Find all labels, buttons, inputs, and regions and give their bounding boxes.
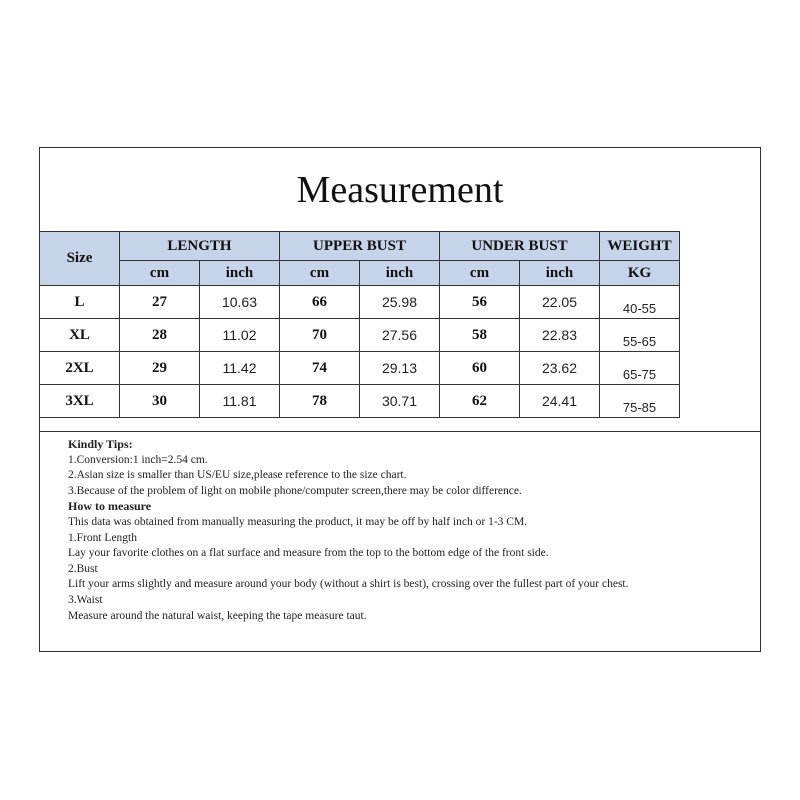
- tip-line: 2.Asian size is smaller than US/EU size,please reference to the size chart.: [68, 469, 407, 482]
- measure-line: Measure around the natural waist, keeping the tape measure taut.: [68, 609, 367, 622]
- measure-line: 3.Waist: [68, 593, 103, 606]
- under-bust-cm-cell: 62: [440, 385, 520, 418]
- page-title: Measurement: [296, 169, 504, 211]
- upper-bust-inch-cell: 27.56: [360, 319, 440, 352]
- length-cm-cell: 29: [120, 352, 200, 385]
- measure-heading: How to measure: [68, 499, 152, 514]
- length-cm-cell: 30: [120, 385, 200, 418]
- tip-line: 3.Because of the problem of light on mobile phone/computer screen,there may be color difference.: [68, 484, 522, 497]
- tips-heading: Kindly Tips:: [68, 437, 133, 451]
- under-bust-inch-cell: 24.41: [520, 385, 600, 418]
- size-cell: XL: [40, 319, 120, 352]
- upper-bust-cm-cell: 66: [280, 286, 360, 319]
- table-row: [40, 286, 800, 319]
- weight-cell: 40-55: [600, 286, 680, 319]
- length-cm-unit: cm: [120, 261, 200, 286]
- size-column-header: Size: [40, 232, 120, 286]
- upper-bust-inch-cell: 30.71: [360, 385, 440, 418]
- upper-bust-inch-unit: inch: [360, 261, 440, 286]
- length-inch-unit: inch: [200, 261, 280, 286]
- weight-cell: 65-75: [600, 352, 680, 385]
- under-bust-inch-cell: 22.83: [520, 319, 600, 352]
- measure-line: Lift your arms slightly and measure around your body (without a shirt is best), crossing over the fullest part of your chest.: [68, 578, 629, 591]
- length-cm-cell: 28: [120, 319, 200, 352]
- size-table: [39, 231, 800, 418]
- length-inch-cell: 10.63: [200, 286, 280, 319]
- upper-bust-cm-unit: cm: [280, 261, 360, 286]
- table-row: [40, 385, 800, 418]
- under-bust-inch-cell: 22.05: [520, 286, 600, 319]
- upper-bust-cm-cell: 74: [280, 352, 360, 385]
- under-bust-header: UNDER BUST: [440, 232, 600, 261]
- length-inch-cell: 11.81: [200, 385, 280, 418]
- under-bust-cm-cell: 56: [440, 286, 520, 319]
- length-header: LENGTH: [120, 232, 280, 261]
- measure-line: This data was obtained from manually measuring the product, it may be off by half inch or 1-3 CM.: [68, 515, 528, 528]
- size-cell: 2XL: [40, 352, 120, 385]
- length-cm-cell: 27: [120, 286, 200, 319]
- weight-cell: 75-85: [600, 385, 680, 418]
- measure-line: 2.Bust: [68, 562, 98, 575]
- upper-bust-inch-cell: 29.13: [360, 352, 440, 385]
- size-chart-frame: [39, 147, 761, 652]
- table-row: [40, 319, 800, 352]
- measure-line: Lay your favorite clothes on a flat surface and measure from the top to the bottom edge of the front side.: [68, 547, 549, 560]
- size-cell: 3XL: [40, 385, 120, 418]
- upper-bust-cm-cell: 78: [280, 385, 360, 418]
- weight-kg-unit: KG: [600, 261, 680, 286]
- under-bust-cm-cell: 60: [440, 352, 520, 385]
- tips-section: [40, 431, 760, 653]
- length-inch-cell: 11.02: [200, 319, 280, 352]
- size-cell: L: [40, 286, 120, 319]
- upper-bust-inch-cell: 25.98: [360, 286, 440, 319]
- upper-bust-header: UPPER BUST: [280, 232, 440, 261]
- measure-line: 1.Front Length: [68, 531, 137, 544]
- weight-cell: 55-65: [600, 319, 680, 352]
- under-bust-inch-cell: 23.62: [520, 352, 600, 385]
- weight-header: WEIGHT: [600, 232, 680, 261]
- tip-line: 1.Conversion:1 inch=2.54 cm.: [68, 453, 208, 466]
- length-inch-cell: 11.42: [200, 352, 280, 385]
- table-row: [40, 352, 800, 385]
- under-bust-cm-unit: cm: [440, 261, 520, 286]
- under-bust-cm-cell: 58: [440, 319, 520, 352]
- upper-bust-cm-cell: 70: [280, 319, 360, 352]
- under-bust-inch-unit: inch: [520, 261, 600, 286]
